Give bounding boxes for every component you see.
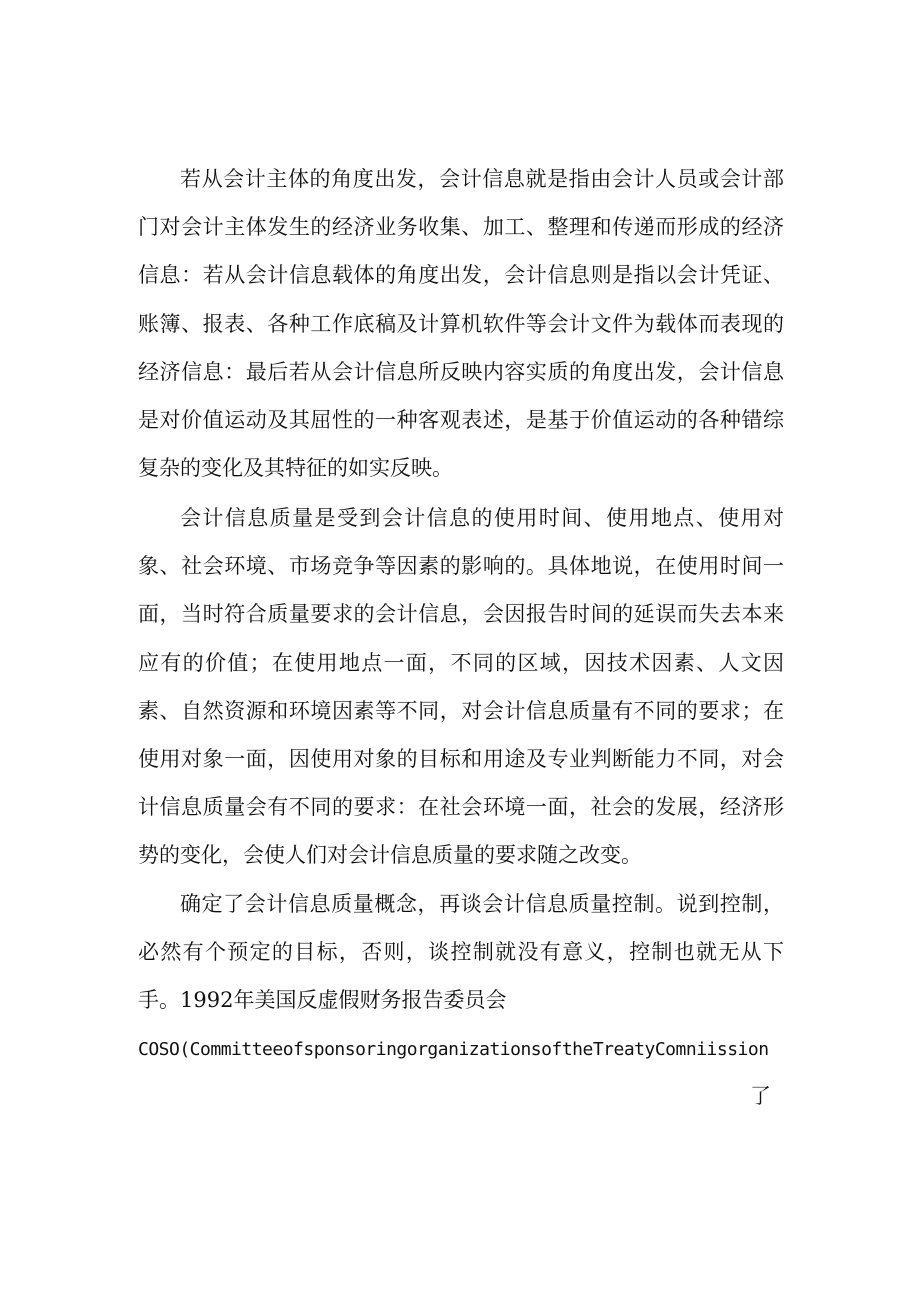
trailing-character: 了 xyxy=(750,1084,771,1108)
paragraph-accounting-info-definition: 若从会计主体的角度出发，会计信息就是指由会计人员或会计部门对会计主体发生的经济业务收集、加工、整理和传递而形成的经济信息：若从会计信息载体的角度出发，会计信息则是指以会计凭证、账簿、报表、各种工作底稿及计算机软件等会计文件为载体而表现的经济信息：最后若从会计信息所反映内容实质的角度出发，会计信息是对价值运动及其屈性的一种客观表述，是基于价值运动的各种错综复杂的变化及其特征的如实反映。 xyxy=(138,167,784,481)
coso-line: COSO(CommitteeofsponsoringorganizationsoftheTreatyComniission xyxy=(138,1039,769,1060)
paragraph-info-quality-factors: 会计信息质量是受到会计信息的使用时间、使用地点、使用对象、社会环境、市场竞争等因素的影响的。具体地说，在使用时间一面，当时符合质量要求的会计信息，会因报告时间的延误而失去本来应有的价值；在使用地点一面，不同的区域，因技术因素、人文因素、自然资源和环境因素等不同，对会计信息质量有不同的要求；在使用对象一面，因使用对象的目标和用途及专业判断能力不同，对会计信息质量会有不同的要求：在社会环境一面，社会的发展，经济形势的变化，会使人们对会计信息质量的要求随之改变。 xyxy=(138,506,784,868)
paragraph-quality-control: 确定了会计信息质量概念，再谈会计信息质量控制。说到控制，必然有个预定的目标，否则，谈控制就没有意义，控制也就无从下手。1992年美国反虚假财务报告委员会 xyxy=(138,892,784,1013)
